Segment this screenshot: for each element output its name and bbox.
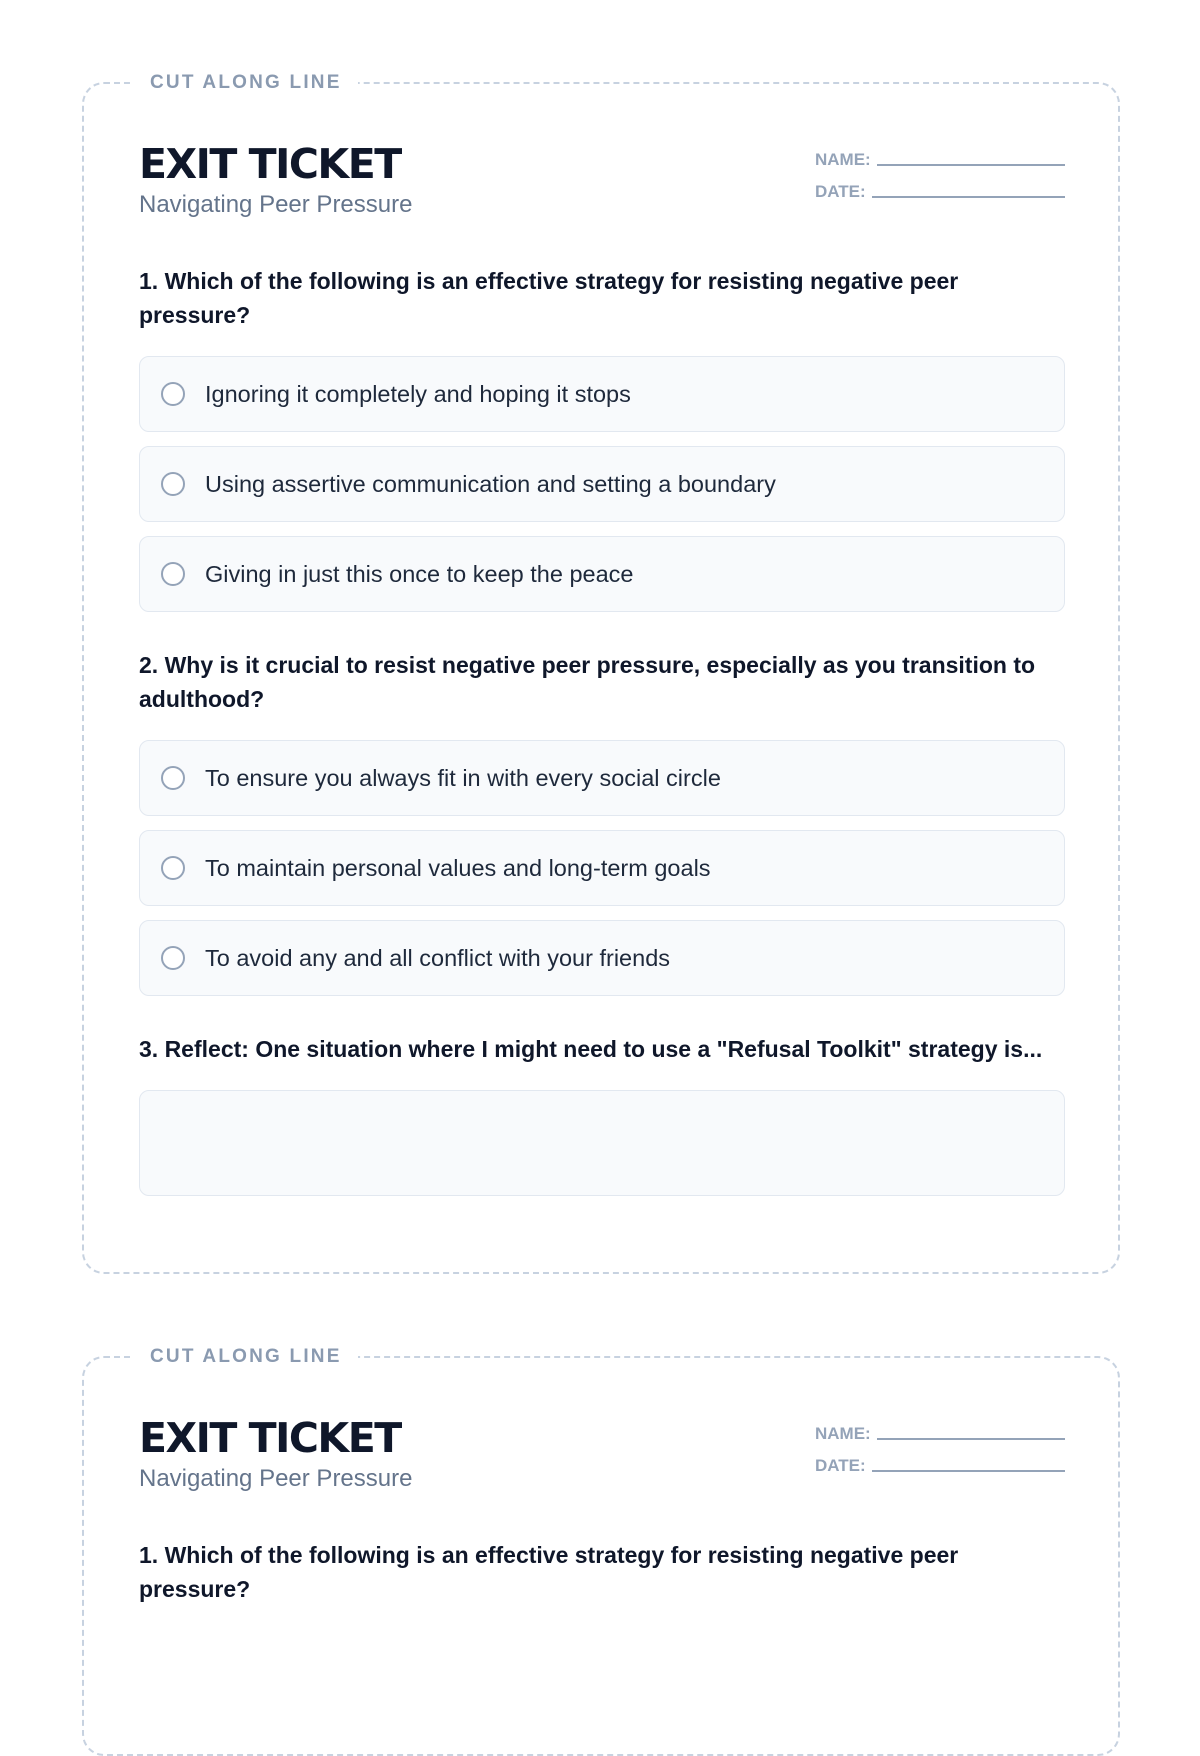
option-label: To ensure you always fit in with every social circle: [205, 764, 721, 791]
question-2: [139, 648, 1065, 1010]
date-row: [815, 170, 1065, 202]
question-1-option-c[interactable]: [139, 536, 1065, 612]
radio-button[interactable]: [161, 856, 185, 880]
question-1-option-b[interactable]: [139, 446, 1065, 522]
option-label: Ignoring it completely and hoping it stops: [205, 380, 631, 407]
question-2-option-c[interactable]: [139, 920, 1065, 996]
cut-along-line-label: CUT ALONG LINE: [132, 1342, 358, 1372]
question-1-text: 1. Which of the following is an effective strategy for resisting negative peer pressure?: [139, 1542, 959, 1602]
name-blank-line[interactable]: [877, 1438, 1065, 1440]
option-label: To maintain personal values and long-term goals: [205, 854, 711, 881]
radio-button[interactable]: [161, 766, 185, 790]
question-3-text: 3. Reflect: One situation where I might need to use a "Refusal Toolkit" strategy is...: [139, 1036, 1043, 1062]
ticket-subtitle: Navigating Peer Pressure: [139, 1465, 413, 1492]
name-date-block: [815, 1412, 1065, 1476]
question-1-text: 1. Which of the following is an effective strategy for resisting negative peer pressure?: [139, 268, 959, 328]
cut-along-line-label: CUT ALONG LINE: [132, 68, 358, 98]
exit-ticket: [82, 72, 1120, 1274]
question-3: [139, 1032, 1065, 1196]
reflection-answer-box[interactable]: [139, 1090, 1065, 1196]
radio-button[interactable]: [161, 382, 185, 406]
option-label: To avoid any and all conflict with your friends: [205, 944, 671, 971]
question-1: [139, 1538, 1065, 1630]
ticket-subtitle: Navigating Peer Pressure: [139, 191, 413, 218]
radio-button[interactable]: [161, 472, 185, 496]
date-label: DATE:: [815, 1456, 866, 1475]
date-blank-line[interactable]: [872, 1470, 1065, 1472]
question-2-option-a[interactable]: [139, 740, 1065, 816]
exit-ticket: [82, 1346, 1120, 1756]
name-row: [815, 138, 1065, 170]
name-row: [815, 1412, 1065, 1444]
name-label: NAME:: [815, 1424, 871, 1443]
radio-button[interactable]: [161, 562, 185, 586]
question-2-text: 2. Why is it crucial to resist negative peer pressure, especially as you transition to adulthood?: [139, 652, 1036, 712]
radio-button[interactable]: [161, 946, 185, 970]
ticket-title: EXIT TICKET: [139, 1414, 401, 1462]
ticket-title: EXIT TICKET: [139, 140, 401, 188]
name-label: NAME:: [815, 150, 871, 169]
name-blank-line[interactable]: [877, 164, 1065, 166]
date-label: DATE:: [815, 182, 866, 201]
option-label: Giving in just this once to keep the peace: [205, 560, 634, 587]
date-row: [815, 1444, 1065, 1476]
question-2-option-b[interactable]: [139, 830, 1065, 906]
question-1-option-a[interactable]: [139, 356, 1065, 432]
date-blank-line[interactable]: [872, 196, 1065, 198]
name-date-block: [815, 138, 1065, 202]
option-label: Using assertive communication and setting a boundary: [205, 470, 776, 497]
question-1: [139, 264, 1065, 626]
